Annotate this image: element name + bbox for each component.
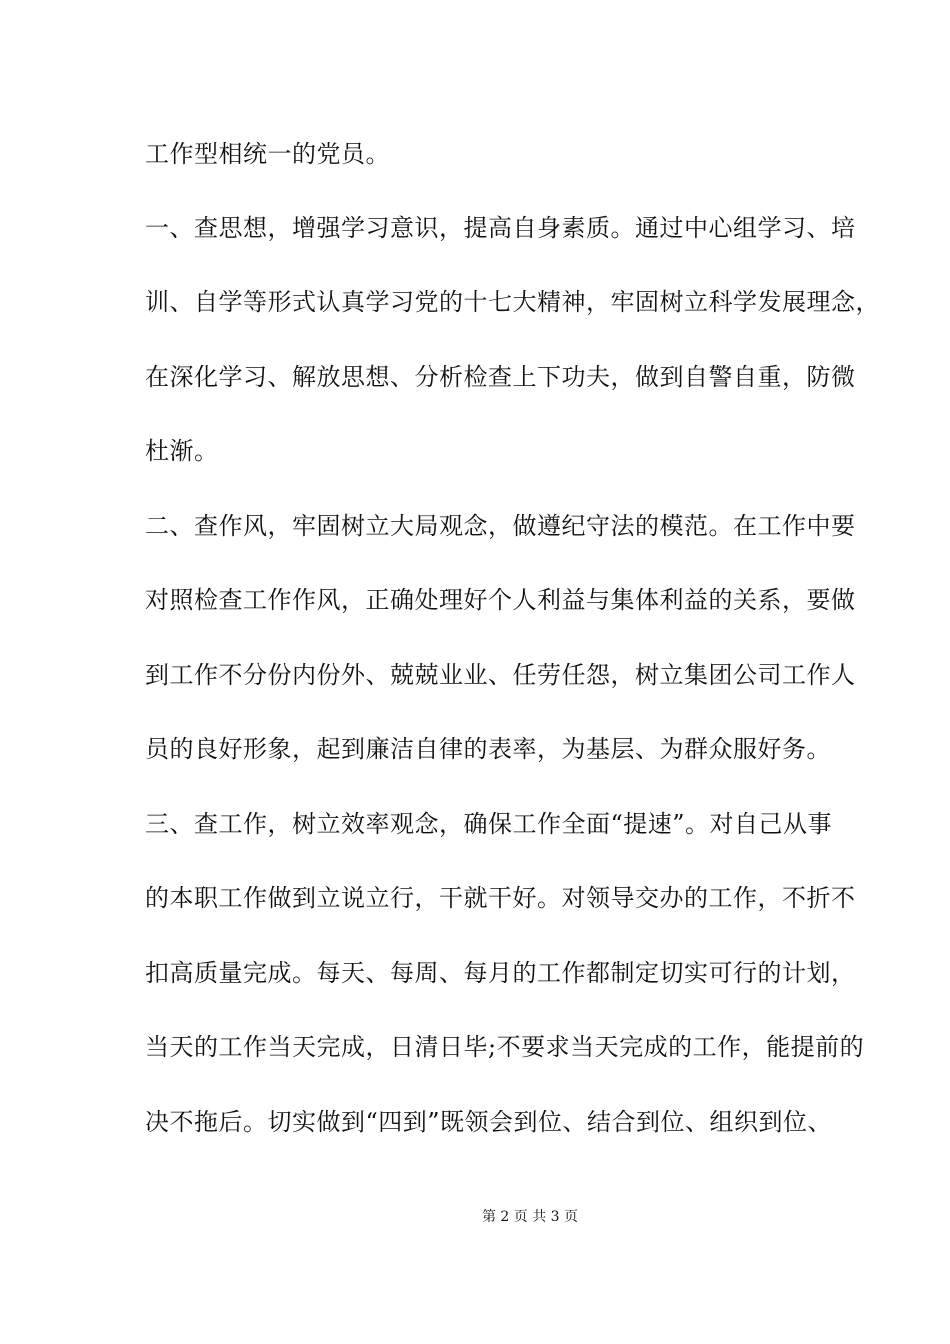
page-footer: 第 2 页 共 3 页 [481, 1209, 579, 1225]
body-line-9: 员的良好形象，起到廉洁自律的表率，为基层、为群众服好务。 [145, 735, 831, 763]
body-line-5: 杜渐。 [145, 437, 219, 465]
body-line-12: 扣高质量完成。每天、每周、每月的工作都制定切实可行的计划， [145, 959, 856, 987]
body-line-3: 训、自学等形式认真学习党的十七大精神，牢固树立科学发展理念， [145, 288, 880, 316]
body-line-2: 一、查思想，增强学习意识，提高自身素质。通过中心组学习、培 [145, 214, 856, 242]
body-line-1: 工作型相统一的党员。 [145, 140, 390, 168]
body-line-8: 到工作不分份内份外、兢兢业业、任劳任怨，树立集团公司工作人 [145, 661, 856, 689]
body-line-14: 决不拖后。切实做到“四到”既领会到位、结合到位、组织到位、 [145, 1108, 833, 1136]
body-line-10: 三、查工作，树立效率观念，确保工作全面“提速”。对自己从事 [145, 810, 833, 838]
body-line-4: 在深化学习、解放思想、分析检查上下功夫，做到自警自重，防微 [145, 363, 856, 391]
body-line-6: 二、查作风，牢固树立大局观念，做遵纪守法的模范。在工作中要 [145, 512, 856, 540]
body-line-7: 对照检查工作作风，正确处理好个人利益与集体利益的关系，要做 [145, 586, 856, 614]
body-line-13: 当天的工作当天完成，日清日毕;不要求当天完成的工作，能提前的 [145, 1033, 865, 1061]
body-line-11: 的本职工作做到立说立行，干就干好。对领导交办的工作，不折不 [145, 884, 856, 912]
